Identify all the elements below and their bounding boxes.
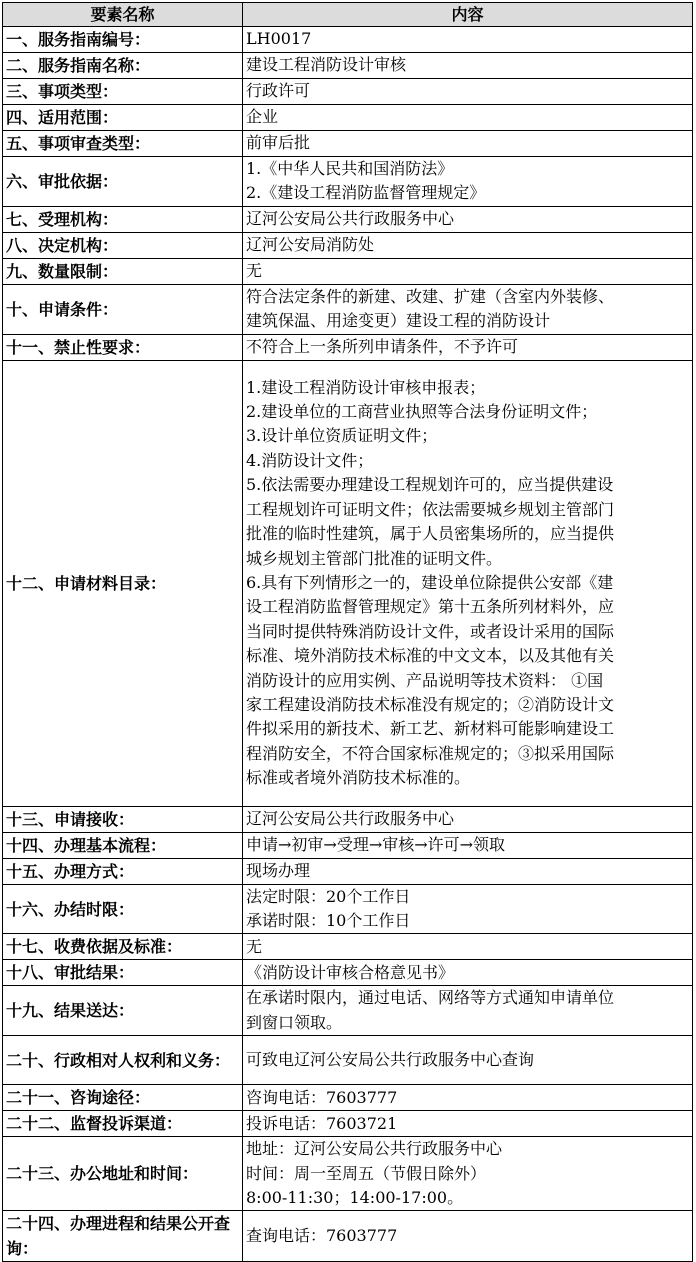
content-line: 批准的临时性建筑，属于人员密集场所的，应当提供 bbox=[246, 524, 615, 544]
row-content bbox=[243, 1137, 693, 1211]
table-row bbox=[3, 360, 693, 806]
content-line: 辽河公安局公共行政服务中心 bbox=[246, 209, 455, 229]
content-line: 建设工程消防设计审核 bbox=[246, 55, 407, 75]
table-row bbox=[3, 53, 693, 79]
row-element-name: 五、事项审查类型： bbox=[3, 131, 243, 157]
row-element-name: 三、事项类型： bbox=[3, 79, 243, 105]
row-element-name: 十三、申请接收： bbox=[3, 806, 243, 832]
row-content bbox=[243, 832, 693, 858]
content-line: 到窗口领取。 bbox=[246, 1012, 343, 1032]
row-element-name: 十八、审批结果： bbox=[3, 960, 243, 986]
table-row bbox=[3, 157, 693, 207]
row-content bbox=[243, 206, 693, 232]
header-element-name: 要素名称 bbox=[3, 3, 243, 27]
row-content bbox=[243, 806, 693, 832]
row-element-name: 六、审批依据： bbox=[3, 157, 243, 207]
table-row bbox=[3, 806, 693, 832]
row-content bbox=[243, 284, 693, 334]
content-line: 无 bbox=[246, 261, 263, 281]
table-row bbox=[3, 1036, 693, 1085]
row-content bbox=[243, 1111, 693, 1137]
table-row bbox=[3, 284, 693, 334]
table-row bbox=[3, 858, 693, 884]
table-row bbox=[3, 131, 693, 157]
table-body bbox=[3, 27, 693, 1262]
content-line: LH0017 bbox=[246, 29, 312, 49]
table-row bbox=[3, 206, 693, 232]
row-content bbox=[243, 105, 693, 131]
content-line: 6.具有下列情形之一的，建设单位除提供公安部《建 bbox=[246, 572, 614, 592]
table-row bbox=[3, 27, 693, 53]
content-line: 现场办理 bbox=[246, 860, 311, 880]
content-line: 承诺时限：10个工作日 bbox=[246, 911, 411, 931]
content-line: 8:00-11:30；14:00-17:00。 bbox=[246, 1188, 464, 1208]
content-line: 申请→初审→受理→审核→许可→领取 bbox=[246, 834, 506, 854]
row-element-name: 七、受理机构： bbox=[3, 206, 243, 232]
row-element-name: 四、适用范围： bbox=[3, 105, 243, 131]
content-line: 建筑保温、用途变更）建设工程的消防设计 bbox=[246, 311, 551, 331]
content-line: 《消防设计审核合格意见书》 bbox=[246, 962, 455, 982]
content-line: 在承诺时限内，通过电话、网络等方式通知申请单位 bbox=[246, 988, 615, 1008]
row-element-name: 二十、行政相对人权利和义务： bbox=[3, 1036, 243, 1085]
content-line: 4.消防设计文件； bbox=[246, 450, 374, 470]
header-content: 内容 bbox=[243, 3, 693, 27]
content-line: 2.建设单位的工商营业执照等合法身份证明文件； bbox=[246, 402, 598, 422]
row-element-name: 二十三、办公地址和时间： bbox=[3, 1137, 243, 1211]
row-content bbox=[243, 884, 693, 934]
content-line: 标准或者境外消防技术标准的。 bbox=[246, 768, 471, 788]
row-content bbox=[243, 232, 693, 258]
table-row bbox=[3, 79, 693, 105]
content-line: 法定时限：20个工作日 bbox=[246, 886, 411, 906]
row-element-name: 十五、办理方式： bbox=[3, 858, 243, 884]
table-row bbox=[3, 1211, 693, 1262]
row-element-name: 一、服务指南编号： bbox=[3, 27, 243, 53]
row-content bbox=[243, 1036, 693, 1085]
content-line: 符合法定条件的新建、改建、扩建（含室内外装修、 bbox=[246, 286, 615, 306]
row-element-name: 二十二、监督投诉渠道： bbox=[3, 1111, 243, 1137]
content-line: 辽河公安局公共行政服务中心 bbox=[246, 808, 455, 828]
table-row bbox=[3, 1111, 693, 1137]
row-element-name: 十一、禁止性要求： bbox=[3, 334, 243, 360]
row-content bbox=[243, 360, 693, 806]
row-content bbox=[243, 960, 693, 986]
table-row bbox=[3, 934, 693, 960]
content-line: 3.设计单位资质证明文件； bbox=[246, 426, 438, 446]
content-line: 时间：周一至周五（节假日除外） bbox=[246, 1163, 487, 1183]
table-row bbox=[3, 258, 693, 284]
row-content bbox=[243, 258, 693, 284]
table-row bbox=[3, 105, 693, 131]
row-element-name: 十二、申请材料目录： bbox=[3, 360, 243, 806]
table-row bbox=[3, 1137, 693, 1211]
content-line: 不符合上一条所列申请条件，不予许可 bbox=[246, 336, 519, 356]
content-line: 1.建设工程消防设计审核申报表； bbox=[246, 377, 486, 397]
service-guide-table bbox=[2, 2, 693, 1262]
row-content bbox=[243, 934, 693, 960]
content-line: 消防设计的应用实例、产品说明等技术资料： ①国 bbox=[246, 670, 604, 690]
content-line: 2.《建设工程消防监督管理规定》 bbox=[246, 183, 486, 203]
content-line: 辽河公安局消防处 bbox=[246, 235, 375, 255]
content-line: 查询电话：7603777 bbox=[246, 1226, 398, 1246]
row-content bbox=[243, 334, 693, 360]
row-content bbox=[243, 858, 693, 884]
row-element-name: 八、决定机构： bbox=[3, 232, 243, 258]
row-element-name: 二十一、咨询途径： bbox=[3, 1085, 243, 1111]
row-element-name: 十七、收费依据及标准： bbox=[3, 934, 243, 960]
content-line: 企业 bbox=[246, 107, 279, 127]
content-line: 投诉电话：7603721 bbox=[246, 1113, 398, 1133]
table-row bbox=[3, 1085, 693, 1111]
content-line: 5.依法需要办理建设工程规划许可的，应当提供建设 bbox=[246, 475, 614, 495]
content-line: 当同时提供特殊消防设计文件，或者设计采用的国际 bbox=[246, 621, 615, 641]
row-element-name: 二、服务指南名称： bbox=[3, 53, 243, 79]
table-row bbox=[3, 986, 693, 1036]
header-row bbox=[3, 3, 693, 27]
table-row bbox=[3, 334, 693, 360]
row-element-name: 二十四、办理进程和结果公开查询： bbox=[3, 1211, 243, 1262]
table-row bbox=[3, 960, 693, 986]
row-content bbox=[243, 131, 693, 157]
table-row bbox=[3, 884, 693, 934]
row-element-name: 九、数量限制： bbox=[3, 258, 243, 284]
content-line: 程消防安全，不符合国家标准规定的；③拟采用国际 bbox=[246, 743, 615, 763]
content-line: 1.《中华人民共和国消防法》 bbox=[246, 159, 454, 178]
content-line: 件拟采用的新技术、新工艺、新材料可能影响建设工 bbox=[246, 719, 615, 739]
row-element-name: 十四、办理基本流程： bbox=[3, 832, 243, 858]
row-content bbox=[243, 1211, 693, 1262]
row-content bbox=[243, 157, 693, 207]
content-line: 设工程消防监督管理规定》第十五条所列材料外，应 bbox=[246, 597, 615, 617]
content-line: 咨询电话：7603777 bbox=[246, 1087, 398, 1107]
content-line: 地址：辽河公安局公共行政服务中心 bbox=[246, 1139, 503, 1159]
content-line: 家工程建设消防技术标准没有规定的；②消防设计文 bbox=[246, 694, 615, 714]
row-element-name: 十九、结果送达： bbox=[3, 986, 243, 1036]
table-row bbox=[3, 832, 693, 858]
content-line: 标准、境外消防技术标准的中文文本，以及其他有关 bbox=[246, 646, 615, 666]
row-content bbox=[243, 27, 693, 53]
row-content bbox=[243, 53, 693, 79]
table-row bbox=[3, 232, 693, 258]
row-content bbox=[243, 986, 693, 1036]
content-line: 可致电辽河公安局公共行政服务中心查询 bbox=[246, 1050, 535, 1070]
content-line: 行政许可 bbox=[246, 81, 311, 101]
row-element-name: 十、申请条件： bbox=[3, 284, 243, 334]
content-line: 城乡规划主管部门批准的证明文件。 bbox=[246, 548, 503, 568]
content-line: 工程规划许可证明文件；依法需要城乡规划主管部门 bbox=[246, 499, 615, 519]
row-content bbox=[243, 1085, 693, 1111]
content-line: 前审后批 bbox=[246, 133, 311, 153]
row-content bbox=[243, 79, 693, 105]
content-line: 无 bbox=[246, 936, 263, 956]
row-element-name: 十六、办结时限： bbox=[3, 884, 243, 934]
